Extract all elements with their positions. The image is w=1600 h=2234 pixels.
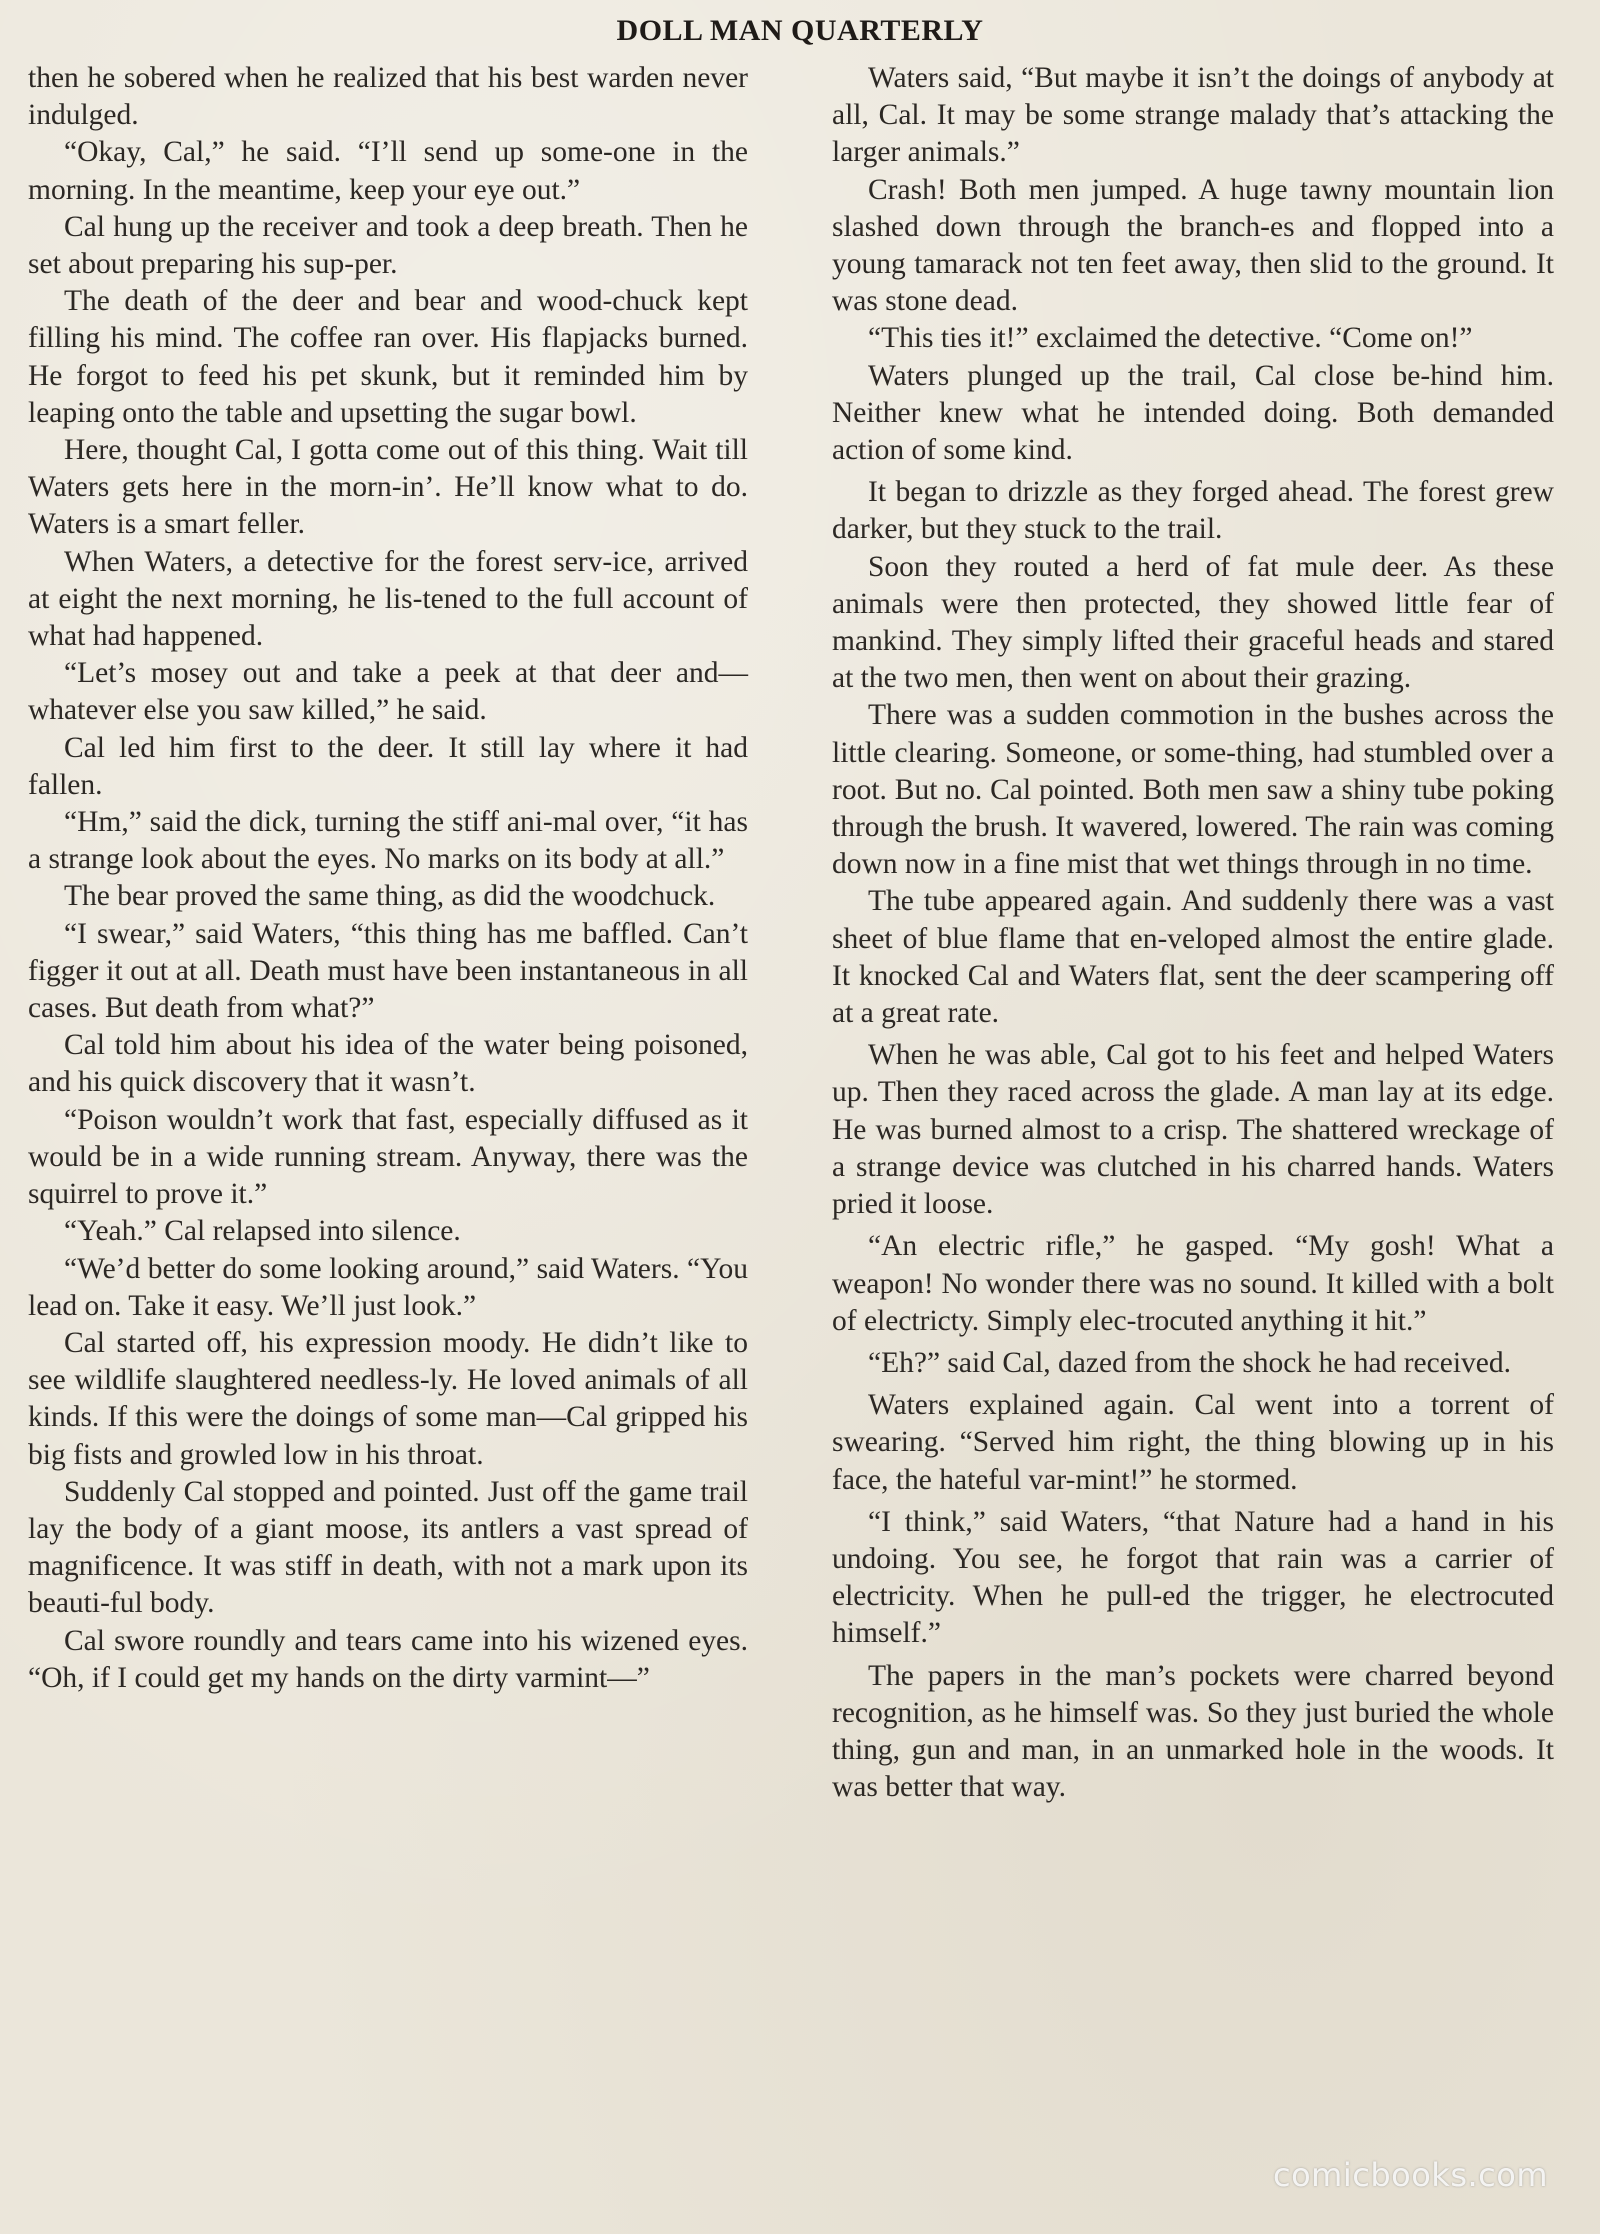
- watermark-logo: comicbooks.com: [1272, 2156, 1548, 2194]
- paragraph: Here, thought Cal, I gotta come out of this thing. Wait till Waters gets here in the morn-in’. He’ll know what to do. Waters is a smart feller.: [28, 434, 748, 541]
- paragraph: Waters said, “But maybe it isn’t the doings of anybody at all, Cal. It may be some strange malady that’s attacking the larger animals.”: [832, 62, 1554, 169]
- paragraph: Crash! Both men jumped. A huge tawny mountain lion slashed down through the branch-es and flopped into a young tamarack not ten feet away, then slid to the ground. It was stone dead.: [832, 173, 1554, 318]
- paragraph: “Yeah.” Cal relapsed into silence.: [64, 1215, 461, 1248]
- paragraph: “I think,” said Waters, “that Nature had a hand in his undoing. You see, he forgot that rain was a carrier of electricity. When he pull-ed the trigger, he electrocuted himself.”: [832, 1505, 1554, 1650]
- paragraph: It began to drizzle as they forged ahead. The forest grew darker, but they stuck to the trail.: [832, 476, 1554, 546]
- paragraph: Suddenly Cal stopped and pointed. Just off the game trail lay the body of a giant moose, its antlers a vast spread of magnificence. It was stiff in death, with not a mark upon its beauti-ful body.: [28, 1475, 748, 1620]
- paragraph: The death of the deer and bear and wood-chuck kept filling his mind. The coffee ran over. His flapjacks burned. He forgot to feed his pet skunk, but it reminded him by leaping onto the table and upsetting the sugar bowl.: [28, 285, 748, 429]
- paragraph: “An electric rifle,” he gasped. “My gosh! What a weapon! No wonder there was no sound. It killed with a bolt of electricty. Simply elec-trocuted anything it hit.”: [832, 1230, 1554, 1337]
- right-column: [832, 60, 1554, 1806]
- paragraph: “Okay, Cal,” he said. “I’ll send up some-one in the morning. In the meantime, keep your eye out.”: [28, 136, 748, 206]
- paragraph: “Poison wouldn’t work that fast, especially diffused as it would be in a wide running stream. Anyway, there was the squirrel to prove it.”: [28, 1103, 748, 1211]
- paragraph: “I swear,” said Waters, “this thing has me baffled. Can’t figger it out at all. Death must have been instantaneous in all cases. But death from what?”: [28, 917, 748, 1025]
- paragraph: The papers in the man’s pockets were charred beyond recognition, as he himself was. So they just buried the whole thing, gun and man, in an unmarked hole in the woods. It was better that way.: [832, 1659, 1554, 1804]
- paragraph: Cal led him first to the deer. It still lay where it had fallen.: [28, 731, 748, 801]
- paragraph: Cal told him about his idea of the water being poisoned, and his quick discovery that it wasn’t.: [28, 1029, 748, 1099]
- paragraph: When he was able, Cal got to his feet and helped Waters up. Then they raced across the glade. A man lay at its edge. He was burned almost to a crisp. The shattered wreckage of a strange device was clutched in his charred hands. Waters pried it loose.: [832, 1039, 1554, 1221]
- paragraph: “Let’s mosey out and take a peek at that deer and—whatever else you saw killed,” he said.: [28, 657, 748, 727]
- paragraph: Waters explained again. Cal went into a torrent of swearing. “Served him right, the thing blowing up in his face, the hateful var-mint!” he stormed.: [832, 1389, 1554, 1496]
- paragraph: Cal started off, his expression moody. He didn’t like to see wildlife slaughtered needless-ly. He loved animals of all kinds. If this were the doings of some man—Cal gripped his big fists and growled low in his throat.: [28, 1326, 748, 1471]
- page-header: DOLL MAN QUARTERLY: [616, 14, 984, 47]
- paragraph: The tube appeared again. And suddenly there was a vast sheet of blue flame that en-veloped almost the entire glade. It knocked Cal and Waters flat, sent the deer scampering off at a great rate.: [832, 885, 1554, 1030]
- paragraph: Cal hung up the receiver and took a deep breath. Then he set about preparing his sup-per.: [28, 210, 748, 281]
- paragraph: The bear proved the same thing, as did the woodchuck.: [64, 880, 716, 913]
- paragraph: “Eh?” said Cal, dazed from the shock he had received.: [868, 1346, 1511, 1379]
- left-column: [28, 60, 748, 1697]
- paragraph: “We’d better do some looking around,” said Waters. “You lead on. Take it easy. We’ll just look.”: [28, 1252, 748, 1322]
- paragraph: Waters plunged up the trail, Cal close be-hind him. Neither knew what he intended doing. Both demanded action of some kind.: [832, 359, 1554, 467]
- paragraph: “Hm,” said the dick, turning the stiff ani-mal over, “it has a strange look about the eyes. No marks on its body at all.”: [28, 806, 748, 876]
- paragraph: Soon they routed a herd of fat mule deer. As these animals were then protected, they showed little fear of mankind. They simply lifted their graceful heads and stared at the two men, then went on about their grazing.: [832, 550, 1554, 695]
- paragraph: Cal swore roundly and tears came into his wizened eyes. “Oh, if I could get my hands on the dirty varmint—”: [28, 1624, 748, 1694]
- paragraph: then he sobered when he realized that his best warden never indulged.: [28, 62, 748, 132]
- paragraph: There was a sudden commotion in the bushes across the little clearing. Someone, or some-thing, had stumbled over a root. But no. Cal pointed. Both men saw a shiny tube poking through the brush. It wavered, lowered. The rain was coming down now in a fine mist that wet things through in no time.: [832, 699, 1554, 881]
- paragraph: When Waters, a detective for the forest serv-ice, arrived at eight the next morning, he lis-tened to the full account of what had happened.: [28, 545, 748, 653]
- paragraph: “This ties it!” exclaimed the detective. “Come on!”: [868, 322, 1473, 355]
